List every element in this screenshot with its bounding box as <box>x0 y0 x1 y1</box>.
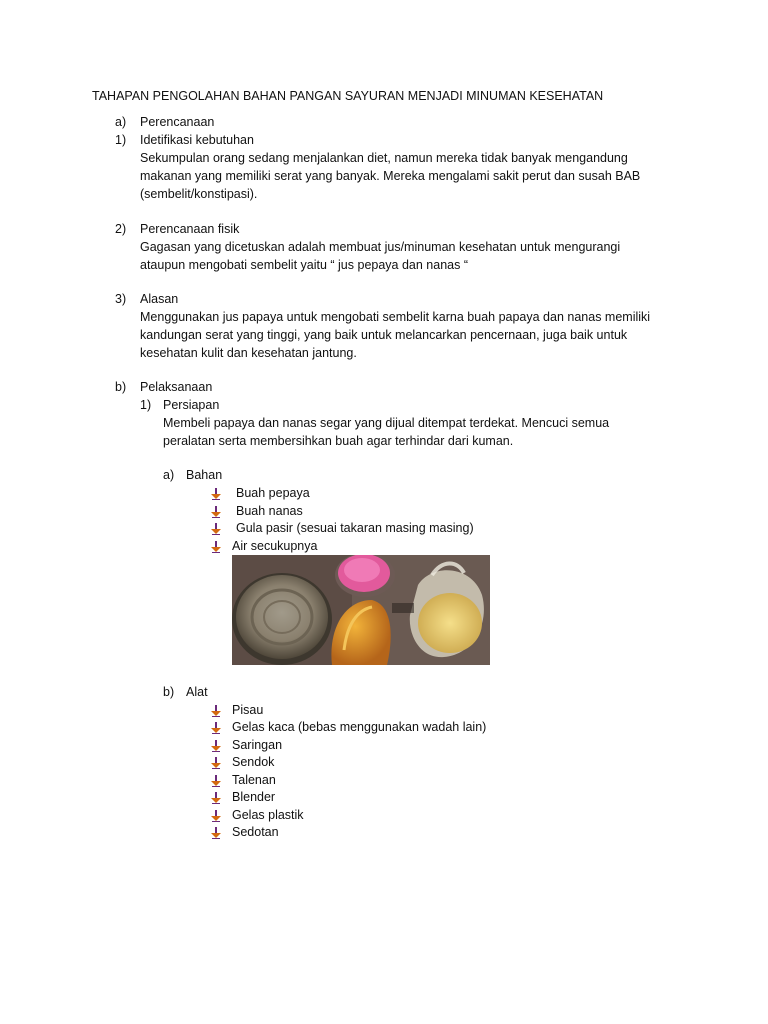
item-1-text-line: makanan yang memiliki serat yang banyak. Mereka mengalami sakit perut dan susah BAB <box>140 169 641 183</box>
arrow-bullet-icon <box>210 722 222 734</box>
alat-item: Pisau <box>232 703 264 717</box>
section-b-marker: b) <box>115 380 127 394</box>
arrow-bullet-icon <box>210 792 222 804</box>
item-3-heading: Alasan <box>140 292 179 306</box>
alat-item: Sedotan <box>232 825 279 839</box>
persiapan-heading: Persiapan <box>163 398 220 412</box>
persiapan-text-line: peralatan serta membersihkan buah agar terhindar dari kuman. <box>163 434 514 448</box>
arrow-bullet-icon <box>210 740 222 752</box>
item-3-marker: 3) <box>115 292 127 306</box>
item-1-marker: 1) <box>115 133 127 147</box>
item-1-text-line: Sekumpulan orang sedang menjalankan diet, namun mereka tidak banyak mengandung <box>140 151 628 165</box>
section-a-heading: Perencanaan <box>140 115 215 129</box>
persiapan-text-line: Membeli papaya dan nanas segar yang dijual ditempat terdekat. Mencuci semua <box>163 416 610 430</box>
alat-item: Gelas kaca (bebas menggunakan wadah lain) <box>232 720 487 734</box>
section-b-heading: Pelaksanaan <box>140 380 213 394</box>
item-2-text-line: Gagasan yang dicetuskan adalah membuat jus/minuman kesehatan untuk mengurangi <box>140 240 621 254</box>
bahan-marker: a) <box>163 468 175 482</box>
arrow-bullet-icon <box>210 775 222 787</box>
item-2-text-line: ataupun mengobati sembelit yaitu “ jus pepaya dan nanas “ <box>140 258 468 272</box>
section-a-marker: a) <box>115 115 127 129</box>
arrow-bullet-icon <box>210 757 222 769</box>
alat-item: Talenan <box>232 773 276 787</box>
arrow-bullet-icon <box>210 506 222 518</box>
arrow-bullet-icon <box>210 705 222 717</box>
item-3-text-line: Menggunakan jus papaya untuk mengobati sembelit karna buah papaya dan nanas memiliki <box>140 310 651 324</box>
arrow-bullet-icon <box>210 488 222 500</box>
arrow-bullet-icon <box>210 827 222 839</box>
bahan-item: Buah pepaya <box>236 486 310 500</box>
alat-item: Blender <box>232 790 276 804</box>
ingredients-photo-illustration <box>232 555 490 665</box>
page-title: TAHAPAN PENGOLAHAN BAHAN PANGAN SAYURAN MENJADI MINUMAN KESEHATAN <box>92 89 604 103</box>
alat-item: Gelas plastik <box>232 808 304 822</box>
item-3-text-line: kandungan serat yang tinggi, yang baik untuk melancarkan pencernaan, juga baik untuk <box>140 328 628 342</box>
item-1-heading: Idetifikasi kebutuhan <box>140 133 254 147</box>
arrow-bullet-icon <box>210 523 222 535</box>
alat-marker: b) <box>163 685 175 699</box>
ingredients-photo <box>232 555 490 665</box>
item-1-text-line: (sembelit/konstipasi). <box>140 187 258 201</box>
persiapan-marker: 1) <box>140 398 152 412</box>
alat-item: Sendok <box>232 755 275 769</box>
bahan-item: Gula pasir (sesuai takaran masing masing) <box>236 521 474 535</box>
bahan-item: Air secukupnya <box>232 539 318 553</box>
bahan-heading: Bahan <box>186 468 223 482</box>
bahan-item: Buah nanas <box>236 504 303 518</box>
arrow-bullet-icon <box>210 810 222 822</box>
item-2-heading: Perencanaan fisik <box>140 222 240 236</box>
alat-item: Saringan <box>232 738 283 752</box>
item-3-text-line: kesehatan kulit dan kesehatan jantung. <box>140 346 357 360</box>
alat-heading: Alat <box>186 685 208 699</box>
item-2-marker: 2) <box>115 222 127 236</box>
arrow-bullet-icon <box>210 541 222 553</box>
